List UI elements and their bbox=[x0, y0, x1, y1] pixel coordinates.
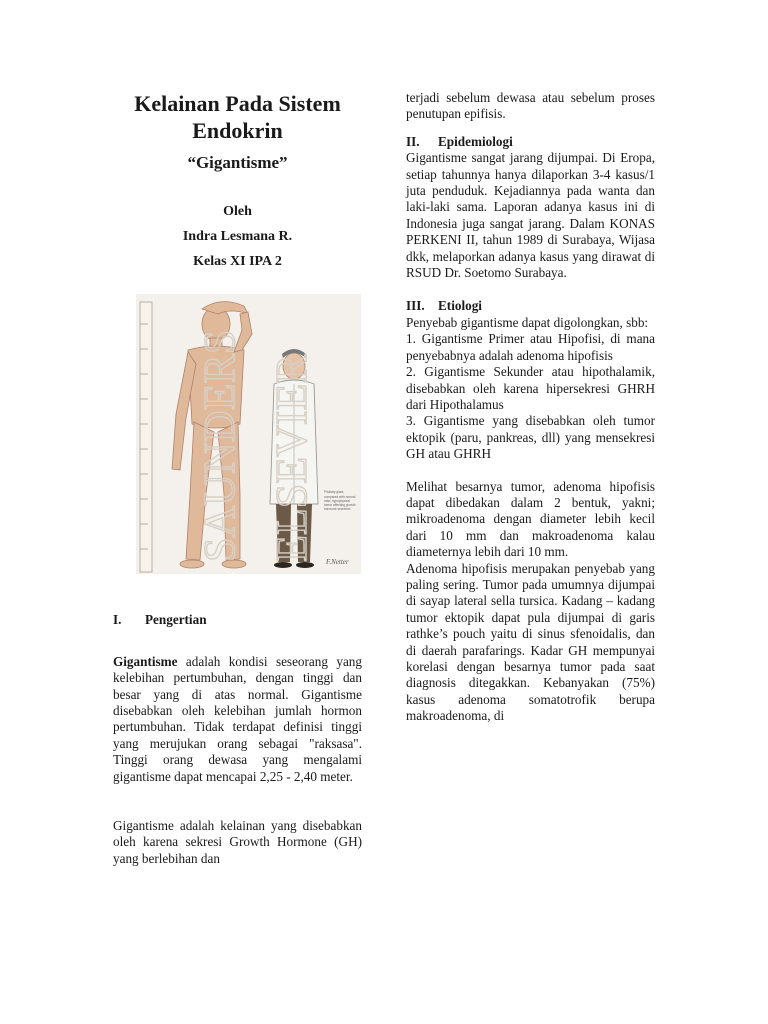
term-gigantisme: Gigantisme bbox=[113, 653, 178, 669]
figure-caption: Pituitary giant, compared with normal man; hypophyseal tumor affecting growth hormone secretion bbox=[324, 490, 356, 512]
section-2-paragraph: Gigantisme sangat jarang dijumpai. Di Eropa, setiap tahunnya hanya dilaporkan 3-4 kasus/1 juta penduduk. Kejadiannya pada wanta dan laki-laki sama. Laporan adanya kasus ini di Indonesia juga sangat jarang. Dalam KONAS PERKENI II, tahun 1989 di Surabaya, Wijasa dkk, melaporkan adanya kasus yang dirawat di RSUD Dr. Soetomo Surabaya. bbox=[406, 150, 655, 281]
title-line-2: Endokrin bbox=[192, 118, 283, 143]
section-3-heading bbox=[406, 298, 655, 314]
section-3-title: Etiologi bbox=[438, 298, 482, 314]
section-2-title: Epidemiologi bbox=[438, 133, 513, 149]
author-name: Indra Lesmana R. bbox=[182, 229, 293, 245]
etiology-item-3: 3. Gigantisme yang disebabkan oleh tumor ektopik (paru, pankreas, dll) yang mensekresi GH atau GHRH bbox=[406, 413, 655, 462]
section-1-paragraph-1-text: adalah kondisi seseorang yang kelebihan pertumbuhan, dengan tinggi dan besar yang di atas normal. Gigantisme disebabkan oleh kelebihan jumlah hormon pertumbuhan. Tidak terdapat definisi tinggi yang merujukan orang sebagai "raksasa". Tinggi orang dewasa yang mengalami gigantisme dapat mencapai 2,25 - 2,40 meter. bbox=[113, 653, 362, 784]
document-title bbox=[113, 90, 362, 144]
by-label: Oleh bbox=[223, 204, 252, 220]
section-3-intro: Penyebab gigantisme dapat digolongkan, sbb: bbox=[406, 314, 649, 330]
section-3-paragraph-1: Melihat besarnya tumor, adenoma hipofisis dapat dibedakan dalam 2 bentuk, yakni; mikroadenoma dengan diameter lebih kecil dari 10 mm dan makroadenoma kalau diameternya lebih dari 10 mm. bbox=[406, 478, 655, 560]
ruler-shape bbox=[140, 302, 152, 572]
illustration-svg bbox=[136, 294, 361, 574]
section-1-paragraph-2: Gigantisme adalah kelainan yang disebabkan oleh karena sekresi Growth Hormone (GH) yang berlebihan dan bbox=[113, 818, 362, 866]
document-subtitle: “Gigantisme” bbox=[187, 153, 288, 172]
section-2-number: II. bbox=[406, 133, 420, 149]
watermark-saunders: SAUNDERS bbox=[195, 330, 244, 563]
title-line-1: Kelainan Pada Sistem bbox=[134, 91, 341, 116]
section-1-title: Pengertian bbox=[145, 612, 207, 628]
section-3-paragraph-2: Adenoma hipofisis merupakan penyebab yang paling sering. Tumor pada umumnya dijumpai di sayap lateral sella tursica. Kadang – kadang tumor ektopik dapat pula dijumpai di garis rathke’s pouch yaitu di sinus sfenoidalis, dan di daerah parafarings. Kadar GH mempunyai korelasi dengan besarnya tumor pada saat diagnosis ditegakkan. Kebanyakan (75%) kasus adenoma somatotrofik berupa makroadenoma, di bbox=[406, 560, 655, 724]
watermark-elsevier: ELSEVIER bbox=[267, 354, 316, 563]
left-column bbox=[113, 90, 362, 867]
figure-signature: F.Netter bbox=[326, 558, 349, 567]
gigantism-illustration bbox=[136, 294, 361, 574]
section-2-heading bbox=[406, 134, 655, 150]
right-column bbox=[406, 90, 655, 725]
author-class: Kelas XI IPA 2 bbox=[193, 254, 282, 270]
section-3-number: III. bbox=[406, 298, 425, 314]
etiology-item-1: 1. Gigantisme Primer atau Hipofisi, di mana penyebabnya adalah adenoma hipofisis bbox=[406, 331, 655, 363]
author-block bbox=[113, 199, 362, 274]
section-1-paragraph-1 bbox=[113, 654, 362, 785]
etiology-item-2: 2. Gigantisme Sekunder atau hipothalamik, disebabkan oleh karena hipersekresi GHRH dari Hipothalamus bbox=[406, 364, 655, 412]
section-1-paragraph-2-continued: terjadi sebelum dewasa atau sebelum proses penutupan epifisis. bbox=[406, 90, 655, 122]
section-1-number: I. bbox=[113, 612, 122, 628]
section-1-heading bbox=[113, 612, 362, 628]
